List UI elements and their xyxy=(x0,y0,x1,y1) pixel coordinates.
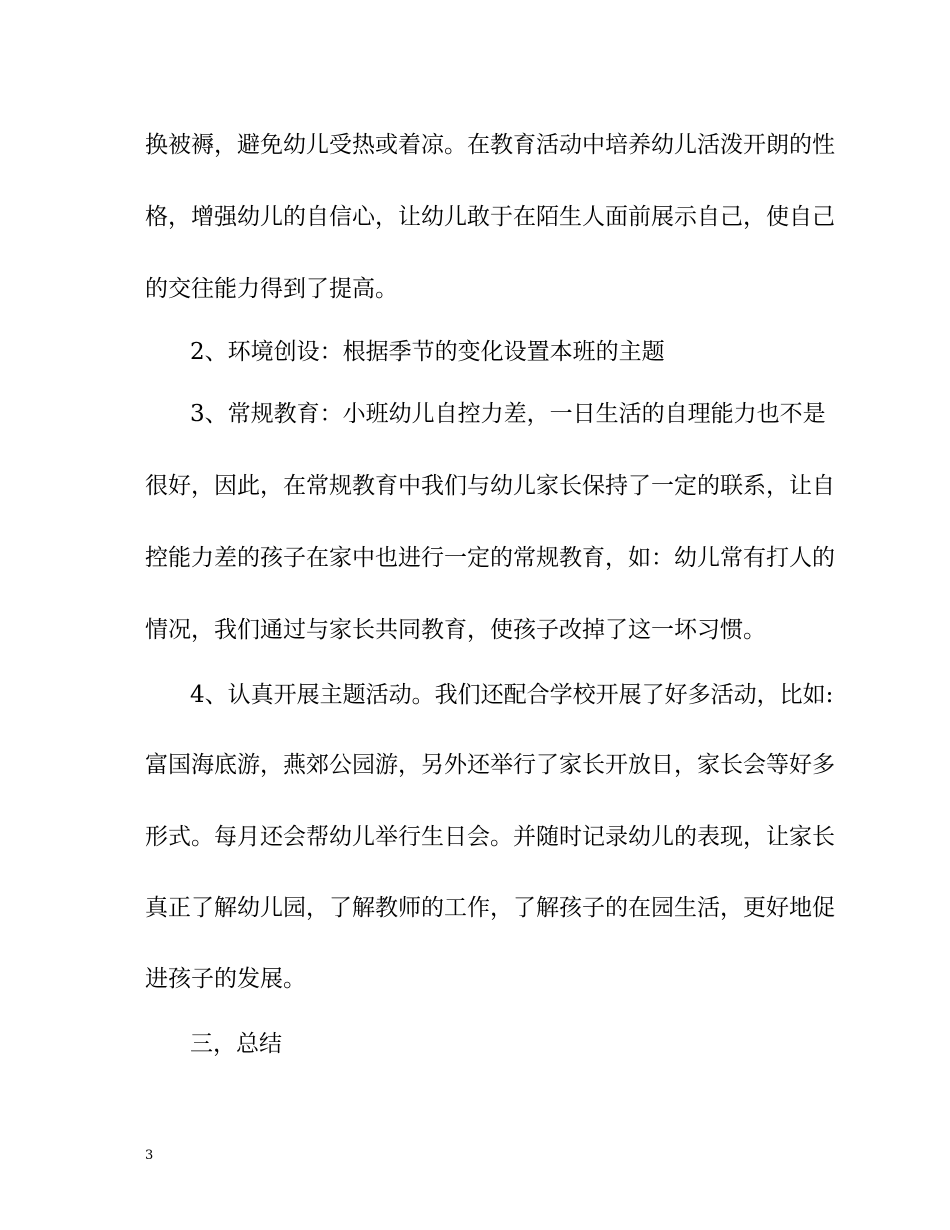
paragraph-line-12: 真正了解幼儿园，了解教师的工作，了解孩子的在园生活，更好地促 xyxy=(145,895,835,921)
paragraph-line-5: 3、常规教育：小班幼儿自控力差，一日生活的自理能力也不是 xyxy=(190,401,826,427)
paragraph-line-11: 形式。每月还会帮幼儿举行生日会。并随时记录幼儿的表现，让家长 xyxy=(145,824,835,850)
paragraph-line-9: 4、认真开展主题活动。我们还配合学校开展了好多活动，比如: xyxy=(190,682,834,708)
page-number: 3 xyxy=(145,1148,154,1163)
paragraph-line-4: 2、环境创设：根据季节的变化设置本班的主题 xyxy=(190,339,665,365)
paragraph-line-8: 情况，我们通过与家长共同教育，使孩子改掉了这一坏习惯。 xyxy=(145,617,766,643)
section-heading: 三，总结 xyxy=(190,1031,282,1057)
paragraph-line-1: 换被褥，避免幼儿受热或着凉。在教育活动中培养幼儿活泼开朗的性 xyxy=(145,132,835,158)
paragraph-line-3: 的交往能力得到了提高。 xyxy=(145,276,398,302)
paragraph-line-10: 富国海底游，燕郊公园游，另外还举行了家长开放日，家长会等好多 xyxy=(145,752,835,778)
paragraph-line-13: 进孩子的发展。 xyxy=(145,966,306,992)
paragraph-line-2: 格，增强幼儿的自信心，让幼儿敢于在陌生人面前展示自己，使自己 xyxy=(145,204,835,230)
paragraph-line-7: 控能力差的孩子在家中也进行一定的常规教育，如：幼儿常有打人的 xyxy=(145,545,835,571)
paragraph-line-6: 很好，因此，在常规教育中我们与幼儿家长保持了一定的联系，让自 xyxy=(145,473,835,499)
